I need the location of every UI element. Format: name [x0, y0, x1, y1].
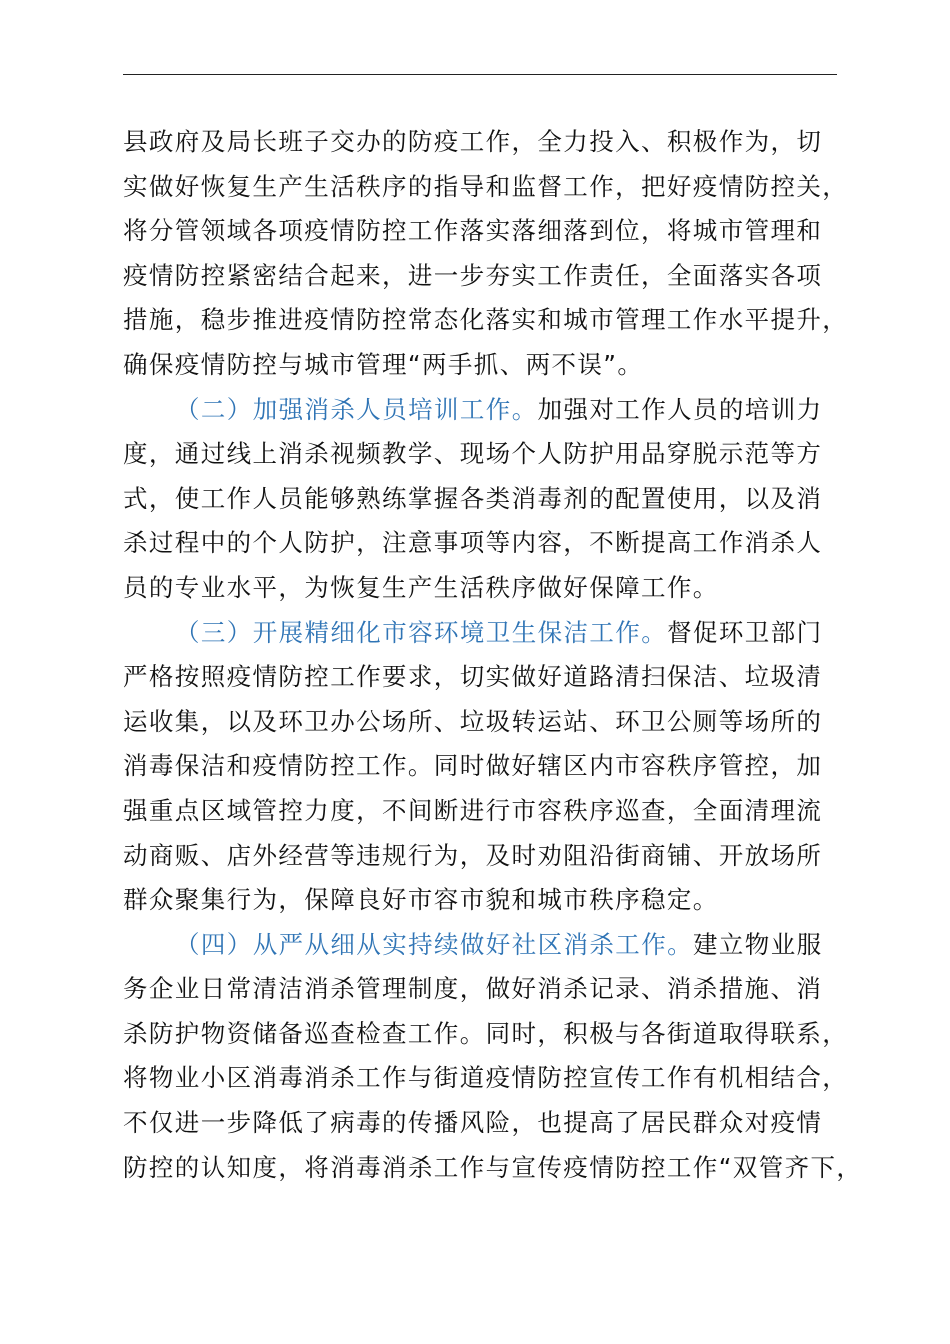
- section2-line: 式，使工作人员能够熟练掌握各类消毒剂的配置使用，以及消: [123, 483, 823, 513]
- section2-line: 员的专业水平，为恢复生产生活秩序做好保障工作。: [123, 572, 719, 602]
- header-rule: [123, 74, 837, 75]
- section3-line: 消毒保洁和疫情防控工作。同时做好辖区内市容秩序管控，加: [123, 751, 823, 781]
- section3-heading: （三）开展精细化市容环境卫生保洁工作。: [175, 617, 668, 647]
- document-body: [123, 120, 861, 1190]
- section4-first-line: [123, 923, 861, 968]
- para1-line: 将分管领域各项疫情防控工作落实落细落到位，将城市管理和: [123, 216, 823, 246]
- section3-line: 动商贩、店外经营等违规行为，及时劝阻沿街商铺、开放场所: [123, 840, 823, 870]
- section2-line: 杀过程中的个人防护，注意事项等内容，不断提高工作消杀人: [123, 528, 823, 558]
- section2-first-line: [123, 388, 861, 433]
- section3-first-line: [123, 611, 861, 656]
- section4-line: 将物业小区消毒消杀工作与街道疫情防控宣传工作有机相结合，: [123, 1063, 849, 1093]
- section4-heading: （四）从严从细从实持续做好社区消杀工作。: [175, 929, 693, 959]
- section3-line: 严格按照疫情防控工作要求，切实做好道路清扫保洁、垃圾清: [123, 662, 823, 692]
- para1-line: 实做好恢复生产生活秩序的指导和监督工作，把好疫情防控关，: [123, 171, 849, 201]
- para1-line: 确保疫情防控与城市管理“两手抓、两不误”。: [123, 349, 644, 379]
- para1-line: 县政府及局长班子交办的防疫工作，全力投入、积极作为，切: [123, 127, 823, 156]
- section4-line: 务企业日常清洁消杀管理制度，做好消杀记录、消杀措施、消: [123, 974, 823, 1004]
- section4-first-line-text: 建立物业服: [693, 929, 823, 959]
- section3-first-line-text: 督促环卫部门: [667, 617, 823, 647]
- para1-line: 措施，稳步推进疫情防控常态化落实和城市管理工作水平提升，: [123, 305, 849, 335]
- para1-line: 疫情防控紧密结合起来，进一步夯实工作责任，全面落实各项: [123, 260, 823, 290]
- section3-line: 强重点区域管控力度，不间断进行市容秩序巡查，全面清理流: [123, 795, 823, 825]
- section4-line: 杀防护物资储备巡查检查工作。同时，积极与各街道取得联系，: [123, 1018, 849, 1048]
- section4-line: 防控的认知度，将消毒消杀工作与宣传疫情防控工作“双管齐下，: [123, 1152, 863, 1182]
- section2-line: 度，通过线上消杀视频教学、现场个人防护用品穿脱示范等方: [123, 439, 823, 469]
- section3-line: 运收集，以及环卫办公场所、垃圾转运站、环卫公厕等场所的: [123, 706, 823, 736]
- section4-line: 不仅进一步降低了病毒的传播风险，也提高了居民群众对疫情: [123, 1108, 823, 1138]
- section3-line: 群众聚集行为，保障良好市容市貌和城市秩序稳定。: [123, 885, 719, 915]
- section2-heading: （二）加强消杀人员培训工作。: [175, 394, 538, 424]
- section2-first-line-text: 加强对工作人员的培训力: [537, 394, 823, 424]
